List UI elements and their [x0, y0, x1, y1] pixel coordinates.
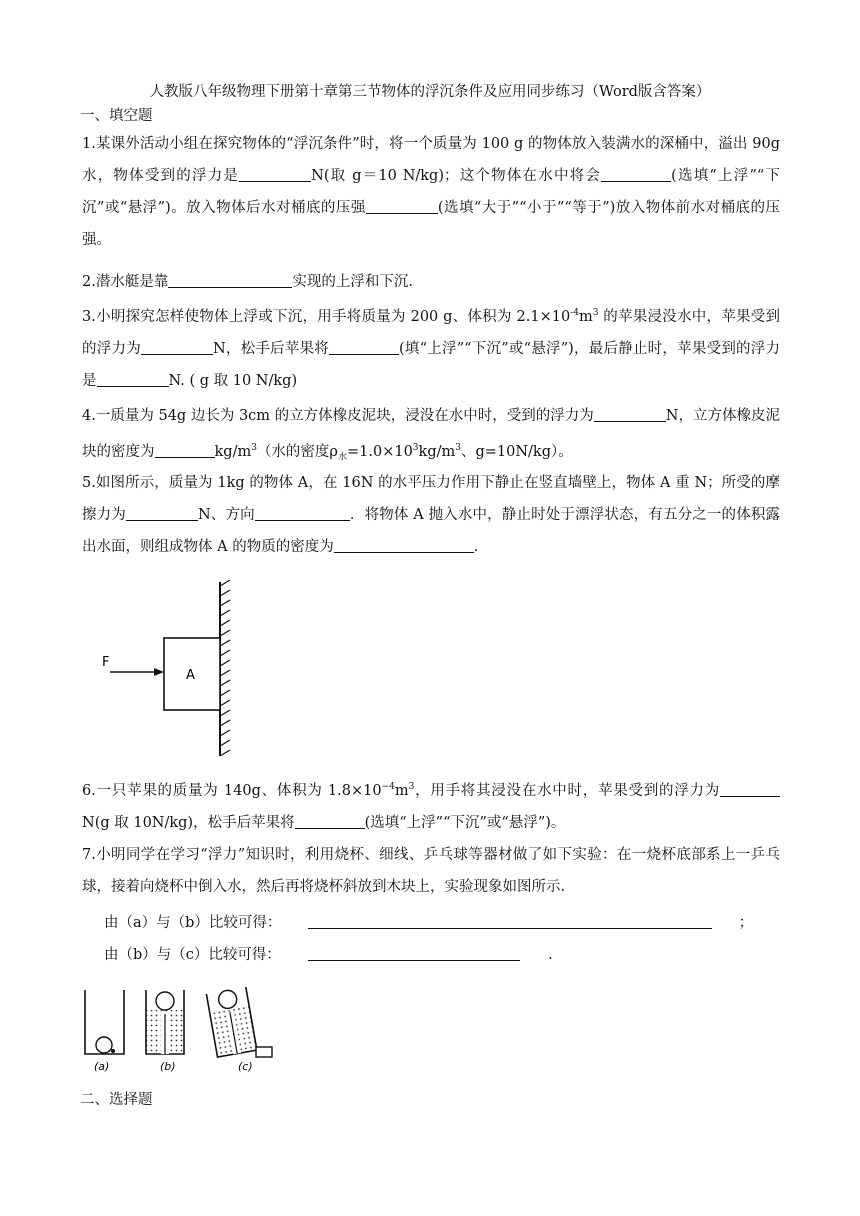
question-2 [82, 266, 780, 298]
question-5 [82, 467, 780, 563]
q3-unit-cube: 3 [592, 308, 599, 318]
q4-text-7: 、g=10N/kg）。 [460, 443, 573, 460]
ping-pong-ball-b [156, 992, 174, 1010]
q2-text-1: 2.潜水艇是靠 [82, 274, 169, 290]
q3-unit: m [578, 308, 593, 325]
q3-text-2: 的苹果浸没水中，苹果受到的浮力为 [82, 308, 781, 357]
q4-text-1: 4.一质量为 54g 边长为 3cm 的立方体橡皮泥块，浸没在水中时，受到的浮力为 [82, 408, 594, 424]
question-6 [82, 771, 780, 839]
q4-unit-cube-2: 3 [455, 443, 461, 453]
q4-text-3: kg/m [214, 443, 252, 460]
q4-blank-1[interactable] [594, 407, 666, 423]
q2-blank-1[interactable] [168, 273, 292, 289]
section-multiple-choice: 二、选择题 [80, 1092, 153, 1108]
q1-text-4: (选填“大于”“小于”“等于”)放入物体前水对桶底的压强。 [82, 200, 780, 248]
q1-blank-3[interactable] [366, 199, 438, 215]
q4-subscript-water: 水 [337, 452, 347, 463]
q6-exponent: −4 [381, 782, 395, 792]
q6-text-1: 6.一只苹果的质量为 140g、体积为 1.8×10 [82, 782, 382, 799]
q1-text-2: N(取 g＝10 N/kg)；这个物体在水中将会 [311, 168, 602, 184]
q3-blank-1[interactable] [141, 339, 213, 355]
q4-text-6: kg/m [418, 443, 456, 460]
q3-blank-2[interactable] [329, 339, 399, 355]
q7-blank-bc[interactable] [308, 946, 520, 962]
section-fill-in-blank: 一、填空题 [80, 108, 153, 124]
q1-blank-2[interactable] [601, 167, 671, 183]
q7-text: 7.小明同学在学习“浮力”知识时，利用烧杯、细线、乒乓球等器材做了如下实验：在一烧杯底部系上一乒乓球，接着向烧杯中倒入水，然后再将烧杯斜放到木块上，实验现象如图所示. [82, 847, 780, 895]
force-arrow-head [154, 668, 164, 676]
q1-text-1: 1.某课外活动小组在探究物体的“浮沉条件”时，将一个质量为 100 g 的物体放入装满水的深桶中，溢出 90g 水，物体受到的浮力是 [82, 136, 780, 184]
label-c: (c) [238, 1060, 253, 1073]
q7-compare-bc-label: 由（b）与（c）比较可得： [104, 947, 281, 963]
q6-blank-1[interactable] [720, 781, 780, 797]
q5-blank-1[interactable] [126, 506, 198, 522]
question-3 [82, 297, 780, 397]
question-1 [82, 128, 780, 256]
beaker-c [206, 987, 257, 1057]
label-b: (b) [160, 1060, 176, 1073]
q4-unit-cube: 3 [251, 443, 257, 453]
question-7 [82, 839, 780, 903]
q7-blank-ab[interactable] [308, 914, 712, 930]
q7-compare-ab [104, 909, 753, 937]
question-4 [82, 400, 780, 474]
q5-text-1: 5.如图所示，质量为 1kg 的物体 A，在 16N 的水平压力作用下静止在竖直墙壁上，物体 A 重 N；所受的摩擦力为 [82, 475, 780, 523]
document-title: 人教版八年级物理下册第十章第三节物体的浮沉条件及应用同步练习（Word版含答案） [149, 84, 711, 100]
beaker-a [85, 990, 124, 1054]
figure-block-on-wall [100, 580, 240, 760]
q4-exponent: 3 [412, 443, 419, 453]
q5-text-4: . [473, 539, 479, 555]
q3-text-1: 3.小明探究怎样使物体上浮或下沉，用手将质量为 200 g、体积为 2.1×10 [82, 308, 571, 325]
q3-exponent: -4 [570, 308, 579, 318]
beaker-b [146, 990, 184, 1054]
q1-blank-1[interactable] [239, 167, 311, 183]
q6-unit-cube: 3 [408, 782, 415, 792]
block-a-label: A [186, 668, 195, 683]
force-label: F [102, 655, 110, 670]
ping-pong-ball-a [96, 1037, 112, 1053]
q6-blank-2[interactable] [295, 813, 365, 829]
q3-text-3: N，松手后苹果将 [212, 340, 329, 357]
q5-text-3: ．将物体 A 抛入水中，静止时处于漂浮状态，有五分之一的体积露出水面，则组成物体 A 的物质的密度为 [82, 507, 781, 555]
q5-blank-3[interactable] [334, 538, 474, 554]
figure-beakers-ping-pong [80, 984, 300, 1076]
q4-text-5: =1.0×10 [346, 443, 413, 460]
q7-compare-bc-end: . [548, 947, 553, 963]
q3-blank-3[interactable] [97, 371, 169, 387]
q2-text-2: 实现的上浮和下沉. [292, 274, 413, 290]
wall-hatching [220, 580, 230, 756]
q5-text-2: N、方向 [197, 507, 255, 523]
q4-text-4: （水的密度ρ [256, 443, 338, 460]
q6-text-2: ，用手将其浸没在水中时，苹果受到的浮力为 [414, 782, 721, 799]
q7-compare-bc [104, 941, 553, 969]
ping-pong-ball-c [217, 989, 238, 1010]
label-a: (a) [94, 1060, 110, 1073]
q7-compare-ab-label: 由（a）与（b）比较可得： [104, 915, 282, 931]
wood-block [256, 1047, 272, 1057]
q6-unit: m [394, 782, 409, 799]
q7-compare-ab-end: ； [738, 915, 754, 931]
q6-text-4: (选填“上浮”“下沉”或“悬浮”)。 [364, 814, 566, 831]
q3-text-4: (填“上浮”“下沉”或“悬浮”)，最后静止时，苹果受到的浮力是 [82, 340, 781, 389]
q5-blank-2[interactable] [255, 506, 350, 522]
q4-text-2: N，立方体橡皮泥块的密度为 [82, 408, 780, 460]
q4-blank-2[interactable] [155, 442, 215, 458]
q3-text-5: N. ( g 取 10 N/kg) [168, 372, 298, 389]
q6-text-3: N(g 取 10N/kg)，松手后苹果将 [82, 814, 295, 831]
q1-text-3: (选填“上浮”“下沉”或“悬浮”)。放入物体后水对桶底的压强 [82, 168, 781, 216]
